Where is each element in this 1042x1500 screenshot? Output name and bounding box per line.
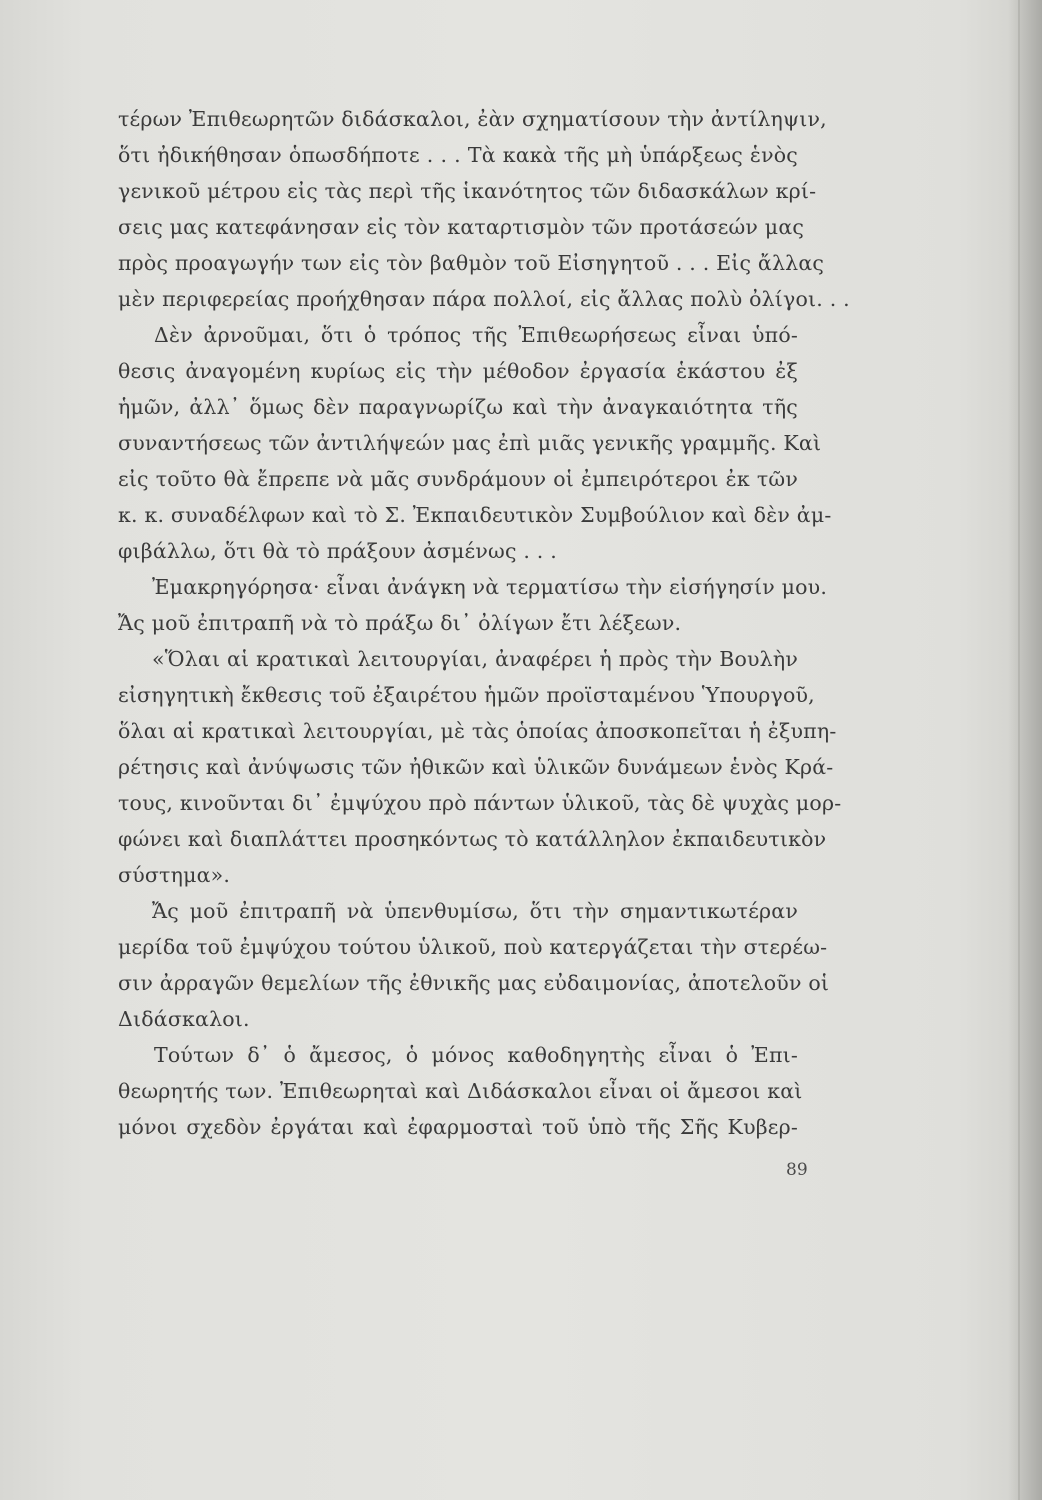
text-line: ὅλαι αἱ κρατικαὶ λειτουργίαι, μὲ τὰς ὁποίας ἀποσκοπεῖται ἡ ἐξυπη- [118, 719, 837, 743]
text-line: κ. κ. συναδέλφων καὶ τὸ Σ. Ἐκπαιδευτικὸν Συμβούλιον καὶ δὲν ἀμ- [118, 503, 832, 527]
text-line: ἡμῶν, ἀλλ᾽ ὅμως δὲν παραγνωρίζω καὶ τὴν ἀναγκαιότητα τῆς [118, 395, 798, 419]
text-line: «Ὅλαι αἱ κρατικαὶ λειτουργίαι, ἀναφέρει ἡ πρὸς τὴν Βουλὴν [152, 647, 798, 671]
text-line: ὅτι ἠδικήθησαν ὁπωσδήποτε . . . Τὰ κακὰ τῆς μὴ ὑπάρξεως ἑνὸς [118, 143, 798, 167]
text-line: Διδάσκαλοι. [118, 1007, 250, 1031]
page-number: 89 [786, 1160, 808, 1180]
text-line: φώνει καὶ διαπλάττει προσηκόντως τὸ κατάλληλον ἐκπαιδευτικὸν [118, 827, 827, 851]
page-edge-shadow [1008, 0, 1042, 1500]
text-line: εἰς τοῦτο θὰ ἔπρεπε νὰ μᾶς συνδράμουν οἱ ἐμπειρότεροι ἐκ τῶν [118, 467, 798, 491]
text-line: συναντήσεως τῶν ἀντιλήψεών μας ἐπὶ μιᾶς γενικῆς γραμμῆς. Καὶ [118, 431, 822, 455]
text-line: μὲν περιφερείας προήχθησαν πάρα πολλοί, εἰς ἄλλας πολὺ ὀλίγοι. . . [118, 287, 850, 311]
text-line: τους, κινοῦνται δι᾽ ἐμψύχου πρὸ πάντων ὑλικοῦ, τὰς δὲ ψυχὰς μορ- [118, 791, 842, 815]
text-line: ρέτησις καὶ ἀνύψωσις τῶν ἠθικῶν καὶ ὑλικῶν δυνάμεων ἑνὸς Κρά- [118, 755, 834, 779]
text-line: εἰσηγητικὴ ἔκθεσις τοῦ ἐξαιρέτου ἡμῶν προϊσταμένου Ὑπουργοῦ, [118, 683, 815, 707]
text-line: μερίδα τοῦ ἐμψύχου τούτου ὑλικοῦ, ποὺ κατεργάζεται τὴν στερέω- [118, 935, 828, 959]
text-line: γενικοῦ μέτρου εἰς τὰς περὶ τῆς ἱκανότητος τῶν διδασκάλων κρί- [118, 179, 817, 203]
text-line: σιν ἀρραγῶν θεμελίων τῆς ἐθνικῆς μας εὐδαιμονίας, ἀποτελοῦν οἱ [118, 971, 830, 995]
text-line: φιβάλλω, ὅτι θὰ τὸ πράξουν ἀσμένως . . . [118, 539, 557, 563]
text-line: Τούτων δ᾽ ὁ ἄμεσος, ὁ μόνος καθοδηγητὴς εἶναι ὁ Ἐπι- [154, 1043, 798, 1067]
text-line: Ἐμακρηγόρησα· εἶναι ἀνάγκη νὰ τερματίσω τὴν εἰσήγησίν μου. [152, 575, 828, 599]
text-line: πρὸς προαγωγήν των εἰς τὸν βαθμὸν τοῦ Εἰσηγητοῦ . . . Εἰς ἄλλας [118, 251, 825, 275]
page-edge-line [1018, 0, 1020, 1500]
text-line: σύστημα». [118, 863, 231, 887]
text-line: θεωρητής των. Ἐπιθεωρηταὶ καὶ Διδάσκαλοι εἶναι οἱ ἄμεσοι καὶ [118, 1079, 803, 1103]
text-line: Ἄς μοῦ ἐπιτραπῆ νὰ τὸ πράξω δι᾽ ὀλίγων ἔτι λέξεων. [118, 611, 682, 635]
text-line: σεις μας κατεφάνησαν εἰς τὸν καταρτισμὸν τῶν προτάσεών μας [118, 215, 805, 239]
text-line: Δὲν ἀρνοῦμαι, ὅτι ὁ τρόπος τῆς Ἐπιθεωρήσεως εἶναι ὑπό- [154, 323, 798, 347]
body-text [118, 101, 850, 1145]
text-line: τέρων Ἐπιθεωρητῶν διδάσκαλοι, ἐὰν σχηματίσουν τὴν ἀντίληψιν, [118, 107, 827, 131]
text-line: μόνοι σχεδὸν ἐργάται καὶ ἐφαρμοσταὶ τοῦ ὑπὸ τῆς Σῆς Κυβερ- [118, 1115, 798, 1139]
text-line: θεσις ἀναγομένη κυρίως εἰς τὴν μέθοδον ἐργασία ἑκάστου ἐξ [118, 359, 798, 383]
text-line: Ἄς μοῦ ἐπιτραπῆ νὰ ὑπενθυμίσω, ὅτι τὴν σημαντικωτέραν [152, 899, 798, 923]
